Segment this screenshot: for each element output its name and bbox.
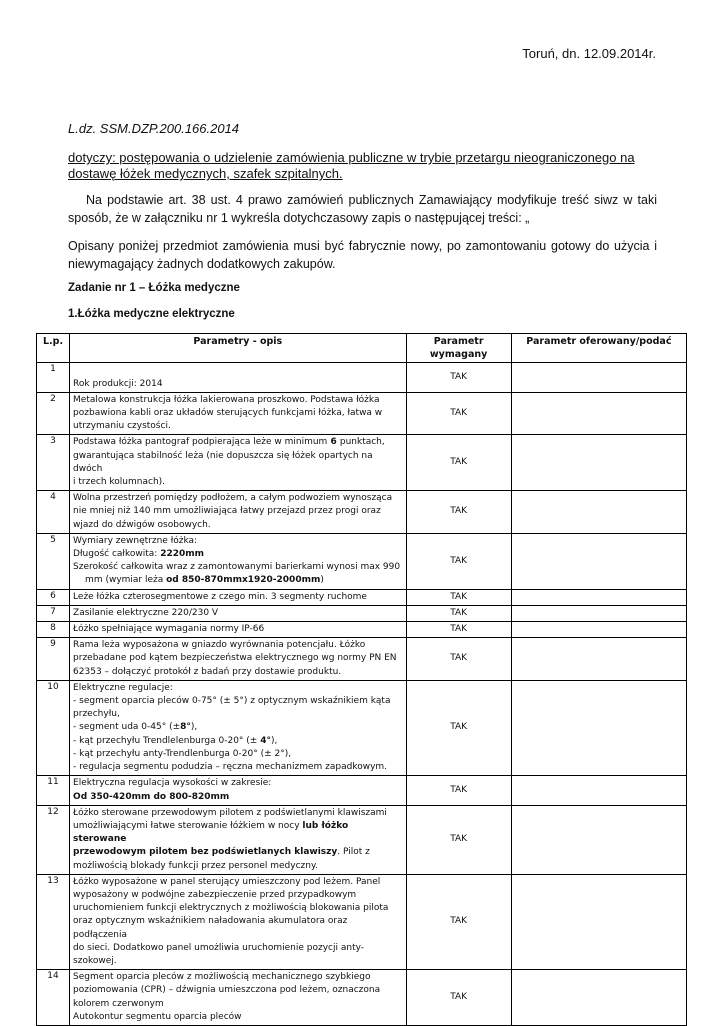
table-row xyxy=(37,874,687,969)
row-offered[interactable] xyxy=(511,680,686,775)
table-row xyxy=(37,392,687,435)
table-row xyxy=(37,680,687,775)
description-line: Autokontur segmentu oparcia pleców xyxy=(73,1011,242,1022)
row-description xyxy=(70,874,407,969)
row-required: TAK xyxy=(406,533,511,589)
row-description xyxy=(70,605,407,621)
row-offered[interactable] xyxy=(511,363,686,392)
description-line: Szerokość całkowita wraz z zamontowanymi barierkami wynosi max 990 xyxy=(73,562,401,573)
description-line: 62353 – dołączyć protokół z badań przy dostawie produktu. xyxy=(73,666,342,677)
description-line: Rama leża wyposażona w gniazdo wyrównania potencjału. Łóżko xyxy=(73,640,366,651)
description-line: - kąt przechyłu anty-Trendlenburga 0-20° (± 2°), xyxy=(73,748,292,759)
row-number: 14 xyxy=(37,970,70,1026)
row-number: 5 xyxy=(37,533,70,589)
row-required: TAK xyxy=(406,435,511,491)
description-line: - segment oparcia pleców 0-75° (± 5°) z optycznym wskaźnikiem kąta xyxy=(73,696,391,707)
table-row xyxy=(37,805,687,874)
description-line: Od 350-420mm do 800-820mm xyxy=(73,791,230,802)
description-line: uruchomieniem funkcji elektrycznych z możliwością blokowania pilota xyxy=(73,903,389,914)
description-line: przechyłu, xyxy=(73,709,120,720)
row-description xyxy=(70,435,407,491)
description-line: Długość całkowita: 2220mm xyxy=(73,549,204,560)
row-description xyxy=(70,491,407,534)
description-line: szokowej. xyxy=(73,955,117,966)
description-line: Podstawa łóżka pantograf podpierająca leże w minimum 6 punktach, xyxy=(73,437,385,448)
description-line: Łóżko sterowane przewodowym pilotem z podświetlanymi klawiszami xyxy=(73,807,387,818)
parameters-table xyxy=(36,333,687,1026)
row-offered[interactable] xyxy=(511,622,686,638)
description-line: możliwością blokady funkcji przez personel medyczny. xyxy=(73,860,318,871)
description-line: Elektryczna regulacja wysokości w zakresie: xyxy=(73,778,272,789)
row-number: 1 xyxy=(37,363,70,392)
row-required: TAK xyxy=(406,622,511,638)
row-description xyxy=(70,970,407,1026)
row-offered[interactable] xyxy=(511,605,686,621)
row-number: 8 xyxy=(37,622,70,638)
row-required: TAK xyxy=(406,805,511,874)
table-row xyxy=(37,776,687,805)
row-number: 7 xyxy=(37,605,70,621)
description-line: Segment oparcia pleców z możliwością mechanicznego szybkiego xyxy=(73,972,371,983)
row-description xyxy=(70,622,407,638)
description-line: i trzech kolumnach). xyxy=(73,477,166,488)
description-line: kolorem czerwonym xyxy=(73,998,164,1009)
row-number: 13 xyxy=(37,874,70,969)
row-number: 11 xyxy=(37,776,70,805)
description-line: przebadane pod kątem bezpieczeństwa elektrycznego wg normy PN EN xyxy=(73,653,397,664)
paragraph-description: Opisany poniżej przedmiot zamówienia musi być fabrycznie nowy, po zamontowaniu gotowy do użycia i niewymagający żadnych dodatkowych zakupów. xyxy=(68,239,657,271)
row-required: TAK xyxy=(406,638,511,681)
description-line: wyposażony w podwójne zabezpieczenie przed przypadkowym xyxy=(73,889,357,900)
description-line: nie mniej niż 140 mm umożliwiająca łatwy przejazd przez progi oraz xyxy=(73,506,381,517)
description-line: gwarantująca stabilność leża (nie dopuszcza się łóżek opartych na dwóch xyxy=(73,450,373,474)
table-row xyxy=(37,622,687,638)
row-required: TAK xyxy=(406,874,511,969)
description-line: Elektryczne regulacje: xyxy=(73,682,173,693)
row-offered[interactable] xyxy=(511,776,686,805)
row-required: TAK xyxy=(406,491,511,534)
description-line: do sieci. Dodatkowo panel umożliwia uruchomienie pozycji anty- xyxy=(73,942,365,953)
row-required: TAK xyxy=(406,776,511,805)
table-row xyxy=(37,970,687,1026)
row-required: TAK xyxy=(406,392,511,435)
table-row xyxy=(37,435,687,491)
row-offered[interactable] xyxy=(511,970,686,1026)
row-offered[interactable] xyxy=(511,533,686,589)
description-line: - segment uda 0-45° (±8°), xyxy=(73,722,198,733)
description-line: Łóżko spełniające wymagania normy IP-66 xyxy=(73,624,265,635)
row-offered[interactable] xyxy=(511,392,686,435)
description-line xyxy=(73,364,403,377)
document-date: Toruń, dn. 12.09.2014r. xyxy=(522,46,656,61)
row-number: 10 xyxy=(37,680,70,775)
row-description xyxy=(70,776,407,805)
description-line: mm (wymiar leża od 850-870mmx1920-2000mm) xyxy=(85,575,324,586)
row-description xyxy=(70,680,407,775)
row-offered[interactable] xyxy=(511,491,686,534)
subsection-title: 1.Łóżka medyczne elektryczne xyxy=(68,308,235,320)
row-description xyxy=(70,805,407,874)
table-row xyxy=(37,491,687,534)
description-line: oraz optycznym wskaźnikiem naładowania akumulatora oraz podłączenia xyxy=(73,916,348,940)
row-description xyxy=(70,363,407,392)
row-description xyxy=(70,392,407,435)
row-offered[interactable] xyxy=(511,638,686,681)
row-description xyxy=(70,638,407,681)
description-line: Rok produkcji: 2014 xyxy=(73,378,163,389)
description-line: Wymiary zewnętrzne łóżka: xyxy=(73,535,198,546)
table-row xyxy=(37,363,687,392)
row-number: 2 xyxy=(37,392,70,435)
row-offered[interactable] xyxy=(511,805,686,874)
description-line: Metalowa konstrukcja łóżka lakierowana proszkowo. Podstawa łóżka xyxy=(73,394,380,405)
table-row xyxy=(37,589,687,605)
row-required: TAK xyxy=(406,363,511,392)
row-offered[interactable] xyxy=(511,589,686,605)
header-lp: L.p. xyxy=(37,334,70,363)
description-line: umożliwiającymi łatwe sterowanie łóżkiem w nocy lub łóżko sterowane xyxy=(73,820,349,845)
section-title: Zadanie nr 1 – Łóżka medyczne xyxy=(68,282,240,294)
table-row xyxy=(37,605,687,621)
row-required: TAK xyxy=(406,970,511,1026)
description-line: pozbawiona kabli oraz układów sterujących funkcjami łóżka, łatwa w xyxy=(73,408,383,419)
table-row xyxy=(37,533,687,589)
table-body xyxy=(37,363,687,1026)
description-line: poziomowania (CPR) – dźwignia umieszczona pod leżem, oznaczona xyxy=(73,985,381,996)
row-offered[interactable] xyxy=(511,435,686,491)
row-description xyxy=(70,589,407,605)
row-number: 12 xyxy=(37,805,70,874)
description-line: Wolna przestrzeń pomiędzy podłożem, a całym podwoziem wynosząca xyxy=(73,493,393,504)
row-required: TAK xyxy=(406,589,511,605)
row-description xyxy=(70,533,407,589)
paragraph-modification: Na podstawie art. 38 ust. 4 prawo zamówień publicznych Zamawiający modyfikuje treść siwz w taki sposób, że w załączniku nr 1 wykreśla dotychczasowy zapis o następującej treści: „ xyxy=(68,193,657,225)
row-offered[interactable] xyxy=(511,874,686,969)
table-row xyxy=(37,638,687,681)
subject-line: dotyczy: postępowania o udzielenie zamówienia publiczne w trybie przetargu nieograniczonego na dostawę łóżek medycznych, szafek szpitalnych. xyxy=(68,150,635,181)
row-number: 3 xyxy=(37,435,70,491)
description-line: Leże łóżka czterosegmentowe z czego min. 3 segmenty ruchome xyxy=(73,591,367,602)
header-offered: Parametr oferowany/podać xyxy=(511,334,686,363)
row-number: 6 xyxy=(37,589,70,605)
description-line: - regulacja segmentu podudzia – ręczna mechanizmem zapadkowym. xyxy=(73,762,388,773)
description-line: Zasilanie elektryczne 220/230 V xyxy=(73,607,219,618)
row-number: 4 xyxy=(37,491,70,534)
description-line: - kąt przechyłu Trendlelenburga 0-20° (± 4°), xyxy=(73,735,278,746)
row-number: 9 xyxy=(37,638,70,681)
description-line: przewodowym pilotem bez podświetlanych klawiszy. Pilot z xyxy=(73,847,370,858)
table-header-row xyxy=(37,334,687,363)
description-line: utrzymaniu czystości. xyxy=(73,421,171,432)
row-required: TAK xyxy=(406,605,511,621)
description-line: wjazd do dźwigów osobowych. xyxy=(73,519,211,530)
header-required: Parametr wymagany xyxy=(406,334,511,363)
reference-number: L.dz. SSM.DZP.200.166.2014 xyxy=(68,121,240,136)
header-opis: Parametry - opis xyxy=(70,334,407,363)
description-line: Łóżko wyposażone w panel sterujący umieszczony pod leżem. Panel xyxy=(73,876,381,887)
row-required: TAK xyxy=(406,680,511,775)
